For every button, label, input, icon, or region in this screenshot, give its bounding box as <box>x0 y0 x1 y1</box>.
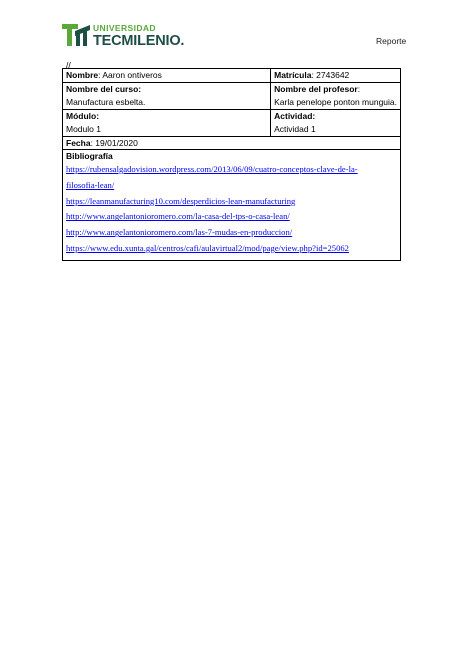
name-row <box>63 69 401 83</box>
course-label: Nombre del curso: <box>66 83 142 94</box>
university-logo <box>62 22 192 52</box>
activity-cell <box>271 109 401 136</box>
professor-colon: : <box>357 83 361 94</box>
name-label: Nombre <box>66 70 99 80</box>
module-value: Modulo 1 <box>66 124 101 134</box>
course-cell <box>63 82 271 109</box>
course-value: Manufactura esbelta. <box>66 97 146 107</box>
name-cell <box>63 69 271 83</box>
date-cell <box>63 136 401 150</box>
bibliography-link[interactable]: filosofia-lean/ <box>66 179 115 190</box>
activity-label: Actividad: <box>274 110 316 121</box>
course-row <box>63 82 401 109</box>
bibliography-label: Bibliografía <box>66 151 113 161</box>
bibliography-link[interactable]: https://leanmanufacturing10.com/desperdicios-lean-manufacturing <box>66 195 296 206</box>
module-cell <box>63 109 271 136</box>
professor-value: Karla penelope ponton munguia. <box>274 97 397 107</box>
bibliography-row <box>63 150 401 261</box>
bibliography-link[interactable]: https://www.edu.xunta.gal/centros/cafi/aulavirtual2/mod/page/view.php?id=25062 <box>66 242 349 253</box>
matricula-cell <box>271 69 401 83</box>
name-value: : Aaron ontiveros <box>98 70 162 80</box>
bibliography-links <box>66 162 397 257</box>
professor-label: Nombre del profesor <box>274 83 358 94</box>
module-label: Módulo: <box>66 110 100 121</box>
matricula-value: : 2743642 <box>311 70 350 80</box>
logo-tecmilenio-text: TECMILENIO. <box>93 33 185 49</box>
matricula-label: Matrícula <box>274 70 312 80</box>
module-row <box>63 109 401 136</box>
report-label: Reporte <box>376 36 407 46</box>
activity-value: Actividad 1 <box>274 124 316 134</box>
bibliography-link[interactable]: https://rubensalgadovision.wordpress.com/2013/06/09/cuatro-conceptos-clave-de-la- <box>66 164 358 174</box>
professor-cell <box>271 82 401 109</box>
logo-university-text: UNIVERSIDAD <box>93 23 156 33</box>
date-value: : 19/01/2020 <box>90 137 138 148</box>
date-row <box>63 136 401 150</box>
bibliography-link[interactable]: http://www.angelantonioromero.com/las-7-mudas-en-produccion/ <box>66 227 293 238</box>
tecmilenio-emblem-icon <box>62 22 90 48</box>
bibliography-cell <box>63 150 401 261</box>
date-label: Fecha <box>66 137 91 148</box>
slashes-marker: // <box>66 60 71 70</box>
bibliography-link[interactable]: http://www.angelantonioromero.com/la-casa-del-tps-o-casa-lean/ <box>66 211 290 222</box>
student-info-table <box>62 68 401 261</box>
